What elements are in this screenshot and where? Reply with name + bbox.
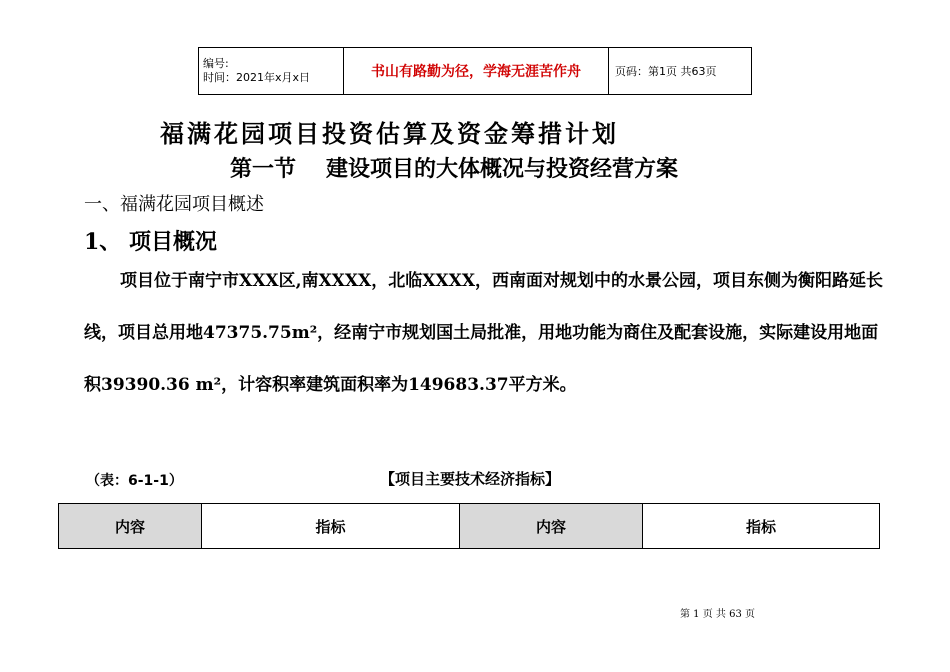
header-page-info: 页码：第1页 共63页 <box>609 48 752 95</box>
header-motto: 书山有路勤为径，学海无涯苦作舟 <box>344 48 609 95</box>
section-heading <box>230 152 678 183</box>
project-description-text: 项目位于南宁市XXX区,南XXXX，北临XXXX，西南面对规划中的水景公园，项目东侧为衡阳路延长线，项目总用地47375.75m²，经南宁市规划国土局批准，用地功能为商住及配套设施，实际建设用地面积39390.36 m²，计容积率建筑面积率为149683.37平方米。 <box>84 271 884 395</box>
header-table <box>198 47 752 95</box>
header-time-label: 时间：2021年x月x日 <box>203 71 311 84</box>
table-header-cell: 内容 <box>460 504 643 549</box>
heading-overview: 一、福满花园项目概述 <box>84 194 264 215</box>
header-number-label: 编号: <box>203 57 229 70</box>
table-caption-number: （表：6-1-1） <box>86 473 183 489</box>
table-header-row <box>59 504 880 549</box>
section-subtitle: 建设项目的大体概况与投资经营方案 <box>326 156 679 182</box>
section-number: 第一节 <box>230 156 297 182</box>
document-title: 福满花园项目投资估算及资金筹措计划 <box>160 119 619 148</box>
indicators-table <box>58 503 880 549</box>
table-header-cell: 指标 <box>643 504 880 549</box>
page-footer: 第 1 页 共 63 页 <box>680 609 755 620</box>
table-header-cell: 内容 <box>59 504 202 549</box>
heading-project-summary: 1、 项目概况 <box>84 229 217 255</box>
table-caption-title: 【项目主要技术经济指标】 <box>380 470 561 488</box>
header-meta-cell <box>199 48 344 95</box>
table-header-cell: 指标 <box>202 504 460 549</box>
project-description <box>84 255 884 411</box>
